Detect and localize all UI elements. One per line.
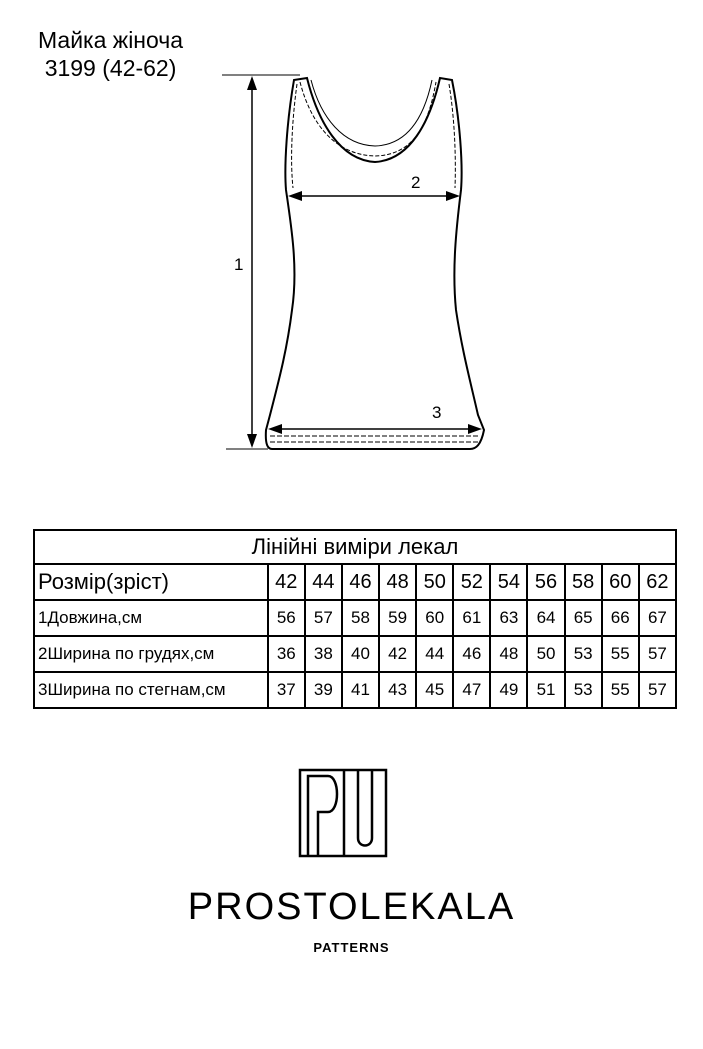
table-cell: 60 bbox=[416, 600, 453, 636]
table-cell: 57 bbox=[639, 636, 676, 672]
table-row-chest bbox=[34, 636, 676, 672]
table-cell: 56 bbox=[268, 600, 305, 636]
tank-top-outline bbox=[266, 78, 484, 449]
size-cell: 54 bbox=[490, 564, 527, 600]
label-length: 1 bbox=[234, 255, 244, 274]
tank-top-sketch bbox=[0, 0, 703, 520]
row-label: 3Ширина по стегнам,см bbox=[34, 672, 268, 708]
size-cell: 56 bbox=[527, 564, 564, 600]
size-label: Розмір(зріст) bbox=[34, 564, 268, 600]
label-chest: 2 bbox=[411, 173, 421, 192]
size-cell: 58 bbox=[565, 564, 602, 600]
brand-logo-icon bbox=[298, 768, 390, 858]
size-cell: 48 bbox=[379, 564, 416, 600]
size-cell: 46 bbox=[342, 564, 379, 600]
table-cell: 47 bbox=[453, 672, 490, 708]
size-cell: 62 bbox=[639, 564, 676, 600]
table-cell: 67 bbox=[639, 600, 676, 636]
table-cell: 50 bbox=[527, 636, 564, 672]
table-cell: 66 bbox=[602, 600, 639, 636]
table-row-hip bbox=[34, 672, 676, 708]
size-cell: 52 bbox=[453, 564, 490, 600]
row-label: 1Довжина,см bbox=[34, 600, 268, 636]
table-cell: 49 bbox=[490, 672, 527, 708]
table-cell: 55 bbox=[602, 672, 639, 708]
table-cell: 45 bbox=[416, 672, 453, 708]
table-cell: 53 bbox=[565, 636, 602, 672]
table-cell: 39 bbox=[305, 672, 342, 708]
table-cell: 63 bbox=[490, 600, 527, 636]
size-table bbox=[33, 529, 677, 709]
table-cell: 55 bbox=[602, 636, 639, 672]
size-cell: 50 bbox=[416, 564, 453, 600]
table-cell: 61 bbox=[453, 600, 490, 636]
table-cell: 36 bbox=[268, 636, 305, 672]
table-cell: 64 bbox=[527, 600, 564, 636]
table-cell: 46 bbox=[453, 636, 490, 672]
product-name: Майка жіноча bbox=[38, 27, 184, 53]
size-header-row bbox=[34, 564, 676, 600]
table-cell: 57 bbox=[639, 672, 676, 708]
table-cell: 44 bbox=[416, 636, 453, 672]
table-caption: Лінійні виміри лекал bbox=[34, 530, 676, 564]
size-cell: 44 bbox=[305, 564, 342, 600]
brand-subtitle: PATTERNS bbox=[313, 940, 390, 955]
row-label: 2Ширина по грудях,см bbox=[34, 636, 268, 672]
label-hip: 3 bbox=[432, 403, 442, 422]
table-cell: 38 bbox=[305, 636, 342, 672]
table-cell: 53 bbox=[565, 672, 602, 708]
table-row-length bbox=[34, 600, 676, 636]
brand-name: PROSTOLEKALA bbox=[187, 886, 516, 928]
table-cell: 42 bbox=[379, 636, 416, 672]
table-cell: 65 bbox=[565, 600, 602, 636]
table-cell: 43 bbox=[379, 672, 416, 708]
table-cell: 37 bbox=[268, 672, 305, 708]
table-cell: 59 bbox=[379, 600, 416, 636]
table-cell: 58 bbox=[342, 600, 379, 636]
size-cell: 60 bbox=[602, 564, 639, 600]
product-code: 3199 (42-62) bbox=[44, 55, 177, 81]
table-cell: 40 bbox=[342, 636, 379, 672]
size-cell: 42 bbox=[268, 564, 305, 600]
table-cell: 41 bbox=[342, 672, 379, 708]
table-cell: 51 bbox=[527, 672, 564, 708]
table-cell: 57 bbox=[305, 600, 342, 636]
table-cell: 48 bbox=[490, 636, 527, 672]
